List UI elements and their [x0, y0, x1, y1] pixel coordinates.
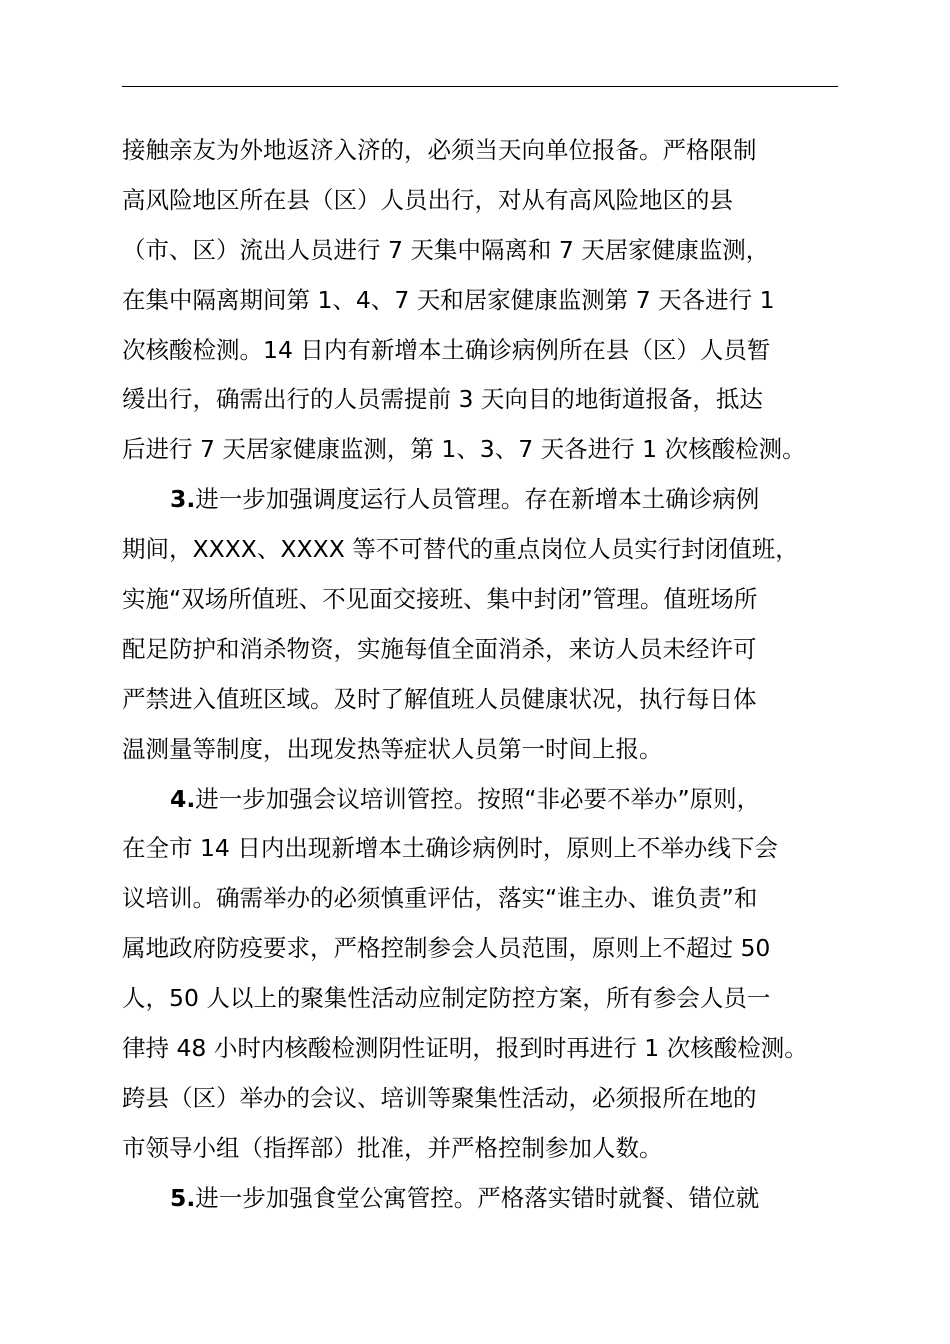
paragraph-line: 缓出行，确需出行的人员需提前 3 天向目的地街道报备，抵达	[122, 385, 763, 414]
section-5-first-line: 进一步加强食堂公寓管控。严格落实错时就餐、错位就	[195, 1183, 760, 1212]
paragraph-line: 实施“双场所值班、不见面交接班、集中封闭”管理。值班场所	[122, 585, 758, 614]
paragraph-line: 配足防护和消杀物资，实施每值全面消杀，来访人员未经许可	[122, 634, 757, 663]
section-3-number: 3.	[170, 485, 196, 514]
header-rule	[122, 86, 838, 87]
paragraph-line: 在集中隔离期间第 1、4、7 天和居家健康监测第 7 天各进行 1	[122, 285, 775, 314]
paragraph-line: 期间，XXXX、XXXX 等不可替代的重点岗位人员实行封闭值班，	[122, 535, 799, 564]
section-3-first-line: 进一步加强调度运行人员管理。存在新增本土确诊病例	[195, 485, 760, 514]
paragraph-line: 严禁进入值班区域。及时了解值班人员健康状况，执行每日体	[122, 684, 757, 713]
paragraph-line: （市、区）流出人员进行 7 天集中隔离和 7 天居家健康监测，	[122, 235, 770, 264]
section-5-number: 5.	[170, 1183, 196, 1212]
section-4-heading-line	[122, 775, 862, 825]
paragraph-line: 在全市 14 日内出现新增本土确诊病例时，原则上不举办线下会	[122, 834, 778, 863]
section-4-first-line: 进一步加强会议培训管控。按照“非必要不举办”原则，	[195, 784, 761, 813]
paragraph-line: 温测量等制度，出现发热等症状人员第一时间上报。	[122, 734, 663, 763]
paragraph-line: 后进行 7 天居家健康监测，第 1、3、7 天各进行 1 次核酸检测。	[122, 435, 806, 464]
paragraph-line: 市领导小组（指挥部）批准，并严格控制参加人数。	[122, 1133, 663, 1162]
section-4-number: 4.	[170, 784, 196, 813]
paragraph-line: 议培训。确需举办的必须慎重评估，落实“谁主办、谁负责”和	[122, 884, 758, 913]
paragraph-line: 人，50 人以上的聚集性活动应制定防控方案，所有参会人员一	[122, 984, 771, 1013]
section-3-heading-line	[122, 475, 862, 525]
section-5-heading-line	[122, 1174, 862, 1224]
document-body	[122, 126, 862, 1224]
paragraph-line: 属地政府防疫要求，严格控制参会人员范围，原则上不超过 50	[122, 934, 771, 963]
paragraph-line: 次核酸检测。14 日内有新增本土确诊病例所在县（区）人员暂	[122, 335, 771, 364]
paragraph-line: 跨县（区）举办的会议、培训等聚集性活动，必须报所在地的	[122, 1083, 757, 1112]
paragraph-line: 高风险地区所在县（区）人员出行，对从有高风险地区的县	[122, 185, 733, 214]
paragraph-line: 接触亲友为外地返济入济的，必须当天向单位报备。严格限制	[122, 136, 757, 164]
paragraph-line: 律持 48 小时内核酸检测阴性证明，报到时再进行 1 次核酸检测。	[122, 1034, 808, 1063]
